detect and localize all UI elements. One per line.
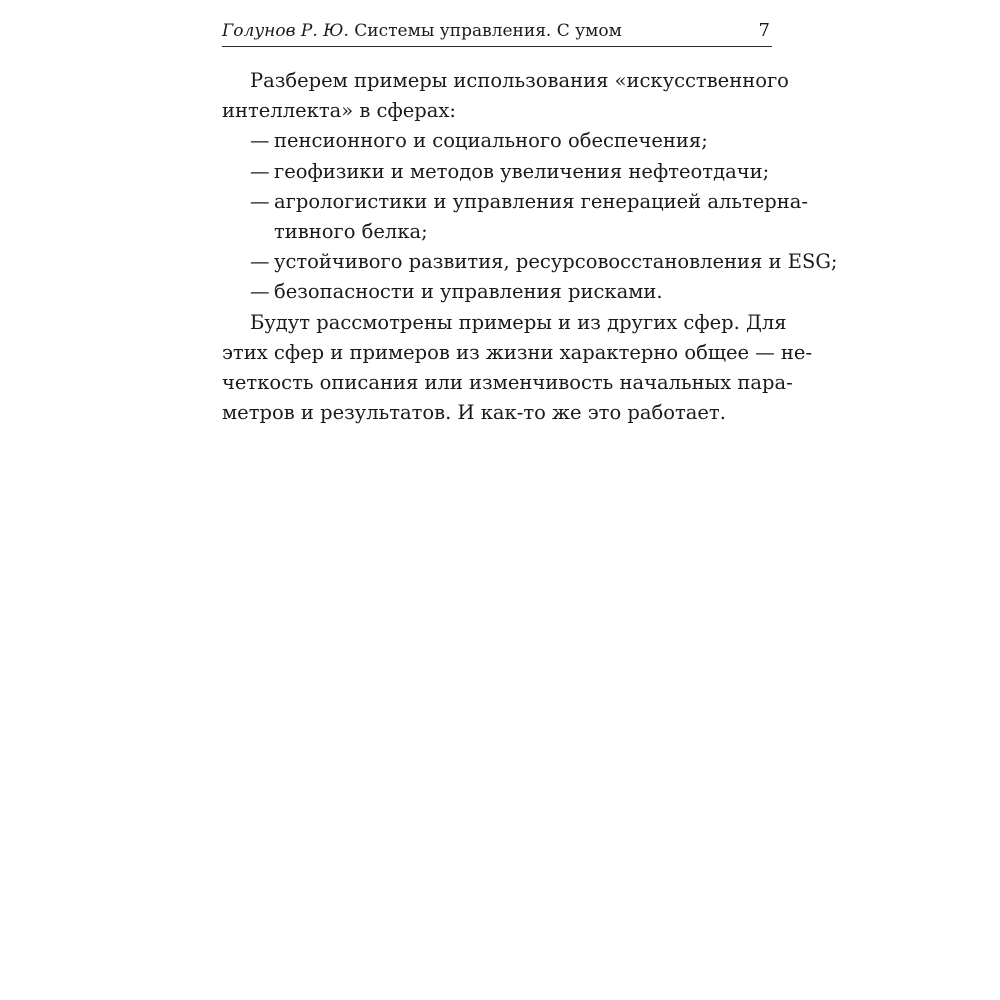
list-item-text: агрологистики и управления генерацией альтерна- bbox=[274, 189, 808, 213]
list-item-text: безопасности и управления рисками. bbox=[274, 280, 663, 304]
list-dash: — bbox=[250, 189, 270, 213]
page-number: 7 bbox=[758, 20, 770, 41]
list-item-text: геофизики и методов увеличения нефтеотдачи; bbox=[274, 159, 770, 183]
header-author: Голунов Р. Ю. bbox=[222, 21, 349, 41]
paragraph-2-line-2: этих сфер и примеров из жизни характерно общее — не- bbox=[222, 340, 813, 364]
list-item bbox=[222, 157, 772, 187]
list-dash: — bbox=[250, 129, 270, 153]
body-text bbox=[222, 66, 838, 428]
paragraph-2-line-3: четкость описания или изменчивость начальных пара- bbox=[222, 370, 793, 394]
paragraph-1-line-2: интеллекта» в сферах: bbox=[222, 99, 456, 123]
paragraph-2-line-1: Будут рассмотрены примеры и из других сфер. Для bbox=[250, 310, 787, 334]
running-header bbox=[222, 20, 772, 47]
list-dash: — bbox=[250, 250, 270, 274]
header-title: Системы управления. С умом bbox=[354, 21, 622, 41]
list-item-text: пенсионного и социального обеспечения; bbox=[274, 129, 708, 153]
paragraph-1-line-1: Разберем примеры использования «искусственного bbox=[250, 69, 789, 92]
paragraph-2-line-4: метров и результатов. И как-то же это работает. bbox=[222, 401, 726, 425]
list-dash: — bbox=[250, 280, 270, 304]
list-item bbox=[222, 126, 772, 156]
list-item-text: устойчивого развития, ресурсовосстановления и ESG; bbox=[274, 250, 838, 274]
list-item bbox=[222, 277, 772, 307]
list-item bbox=[222, 187, 808, 217]
list-item-continuation: тивного белка; bbox=[274, 219, 428, 243]
list-item bbox=[222, 247, 838, 277]
list-dash: — bbox=[250, 159, 270, 183]
